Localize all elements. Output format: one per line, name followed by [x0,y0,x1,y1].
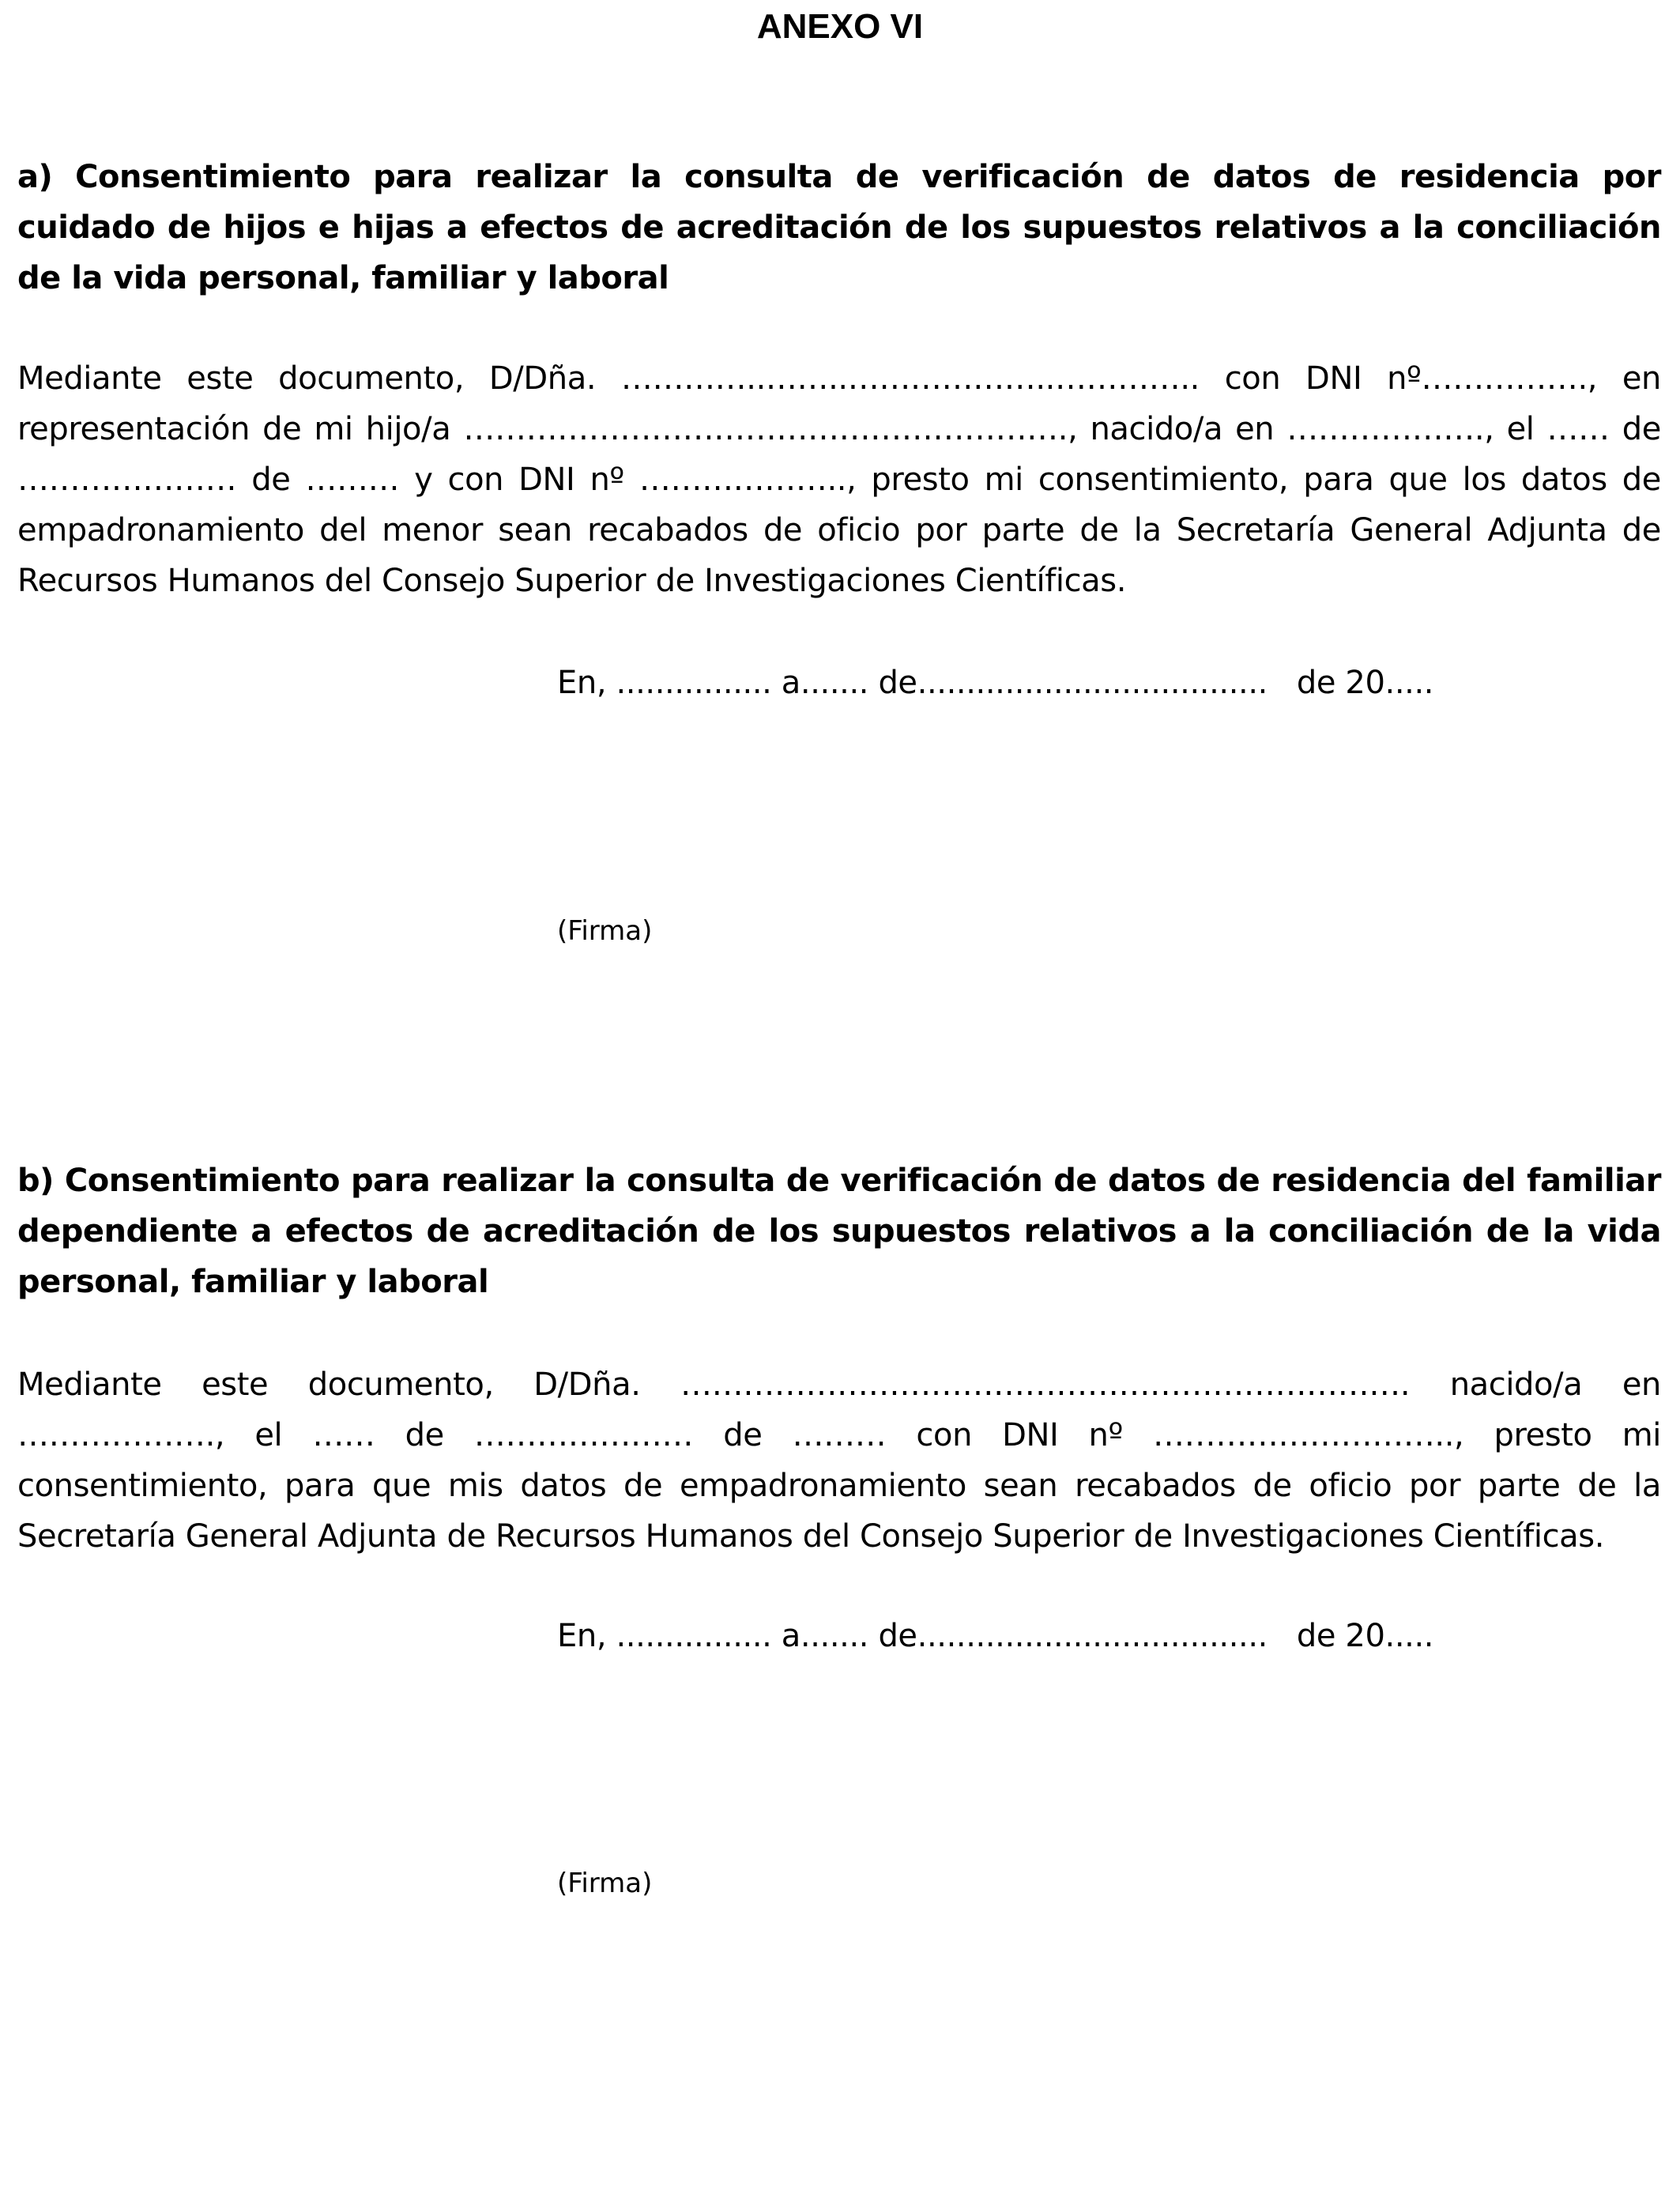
section-a-signature-label: (Firma) [557,915,653,947]
section-a-date-line: En, ................ a....... de.................................... de 20..... [557,665,1434,701]
section-a-heading: a) Consentimiento para realizar la consulta de verificación de datos de residencia por cuidado de hijos e hijas a efectos de acreditación de los supuestos relativos a la conciliación de la vida personal, familiar y laboral [17,159,1661,296]
section-b-signature-label: (Firma) [557,1868,653,1899]
document-title: ANEXO VI [756,7,924,46]
section-b-consent-text: Mediante este documento, D/Dña. ……………………………………………………………. nacido/a en ………………., el …… de ………………… de ……… con DNI nº ……………………….., presto mi consentimiento, para que mis datos de empadronamiento sean recabados de oficio por parte de la Secretaría General Adjunta de Recursos Humanos del Consejo Superior de Investigaciones Científicas. [17,1367,1661,1555]
section-b-heading: b) Consentimiento para realizar la consulta de verificación de datos de residencia del familiar dependiente a efectos de acreditación de los supuestos relativos a la conciliación de la vida personal, familiar y laboral [17,1163,1661,1300]
section-a-consent-text: Mediante este documento, D/Dña. …………..……..………………..………….. con DNI nº……………., en representación de mi hijo/a …………………………………………………., nacido/a en ………………., el …… de ………………… de ……… y con DNI nº ……………….., presto mi consentimiento, para que los datos de empadronamiento del menor sean recabados de oficio por parte de la Secretaría General Adjunta de Recursos Humanos del Consejo Superior de Investigaciones Científicas. [17,360,1661,599]
section-b-date-line: En, ................ a....... de.................................... de 20..... [557,1618,1434,1654]
